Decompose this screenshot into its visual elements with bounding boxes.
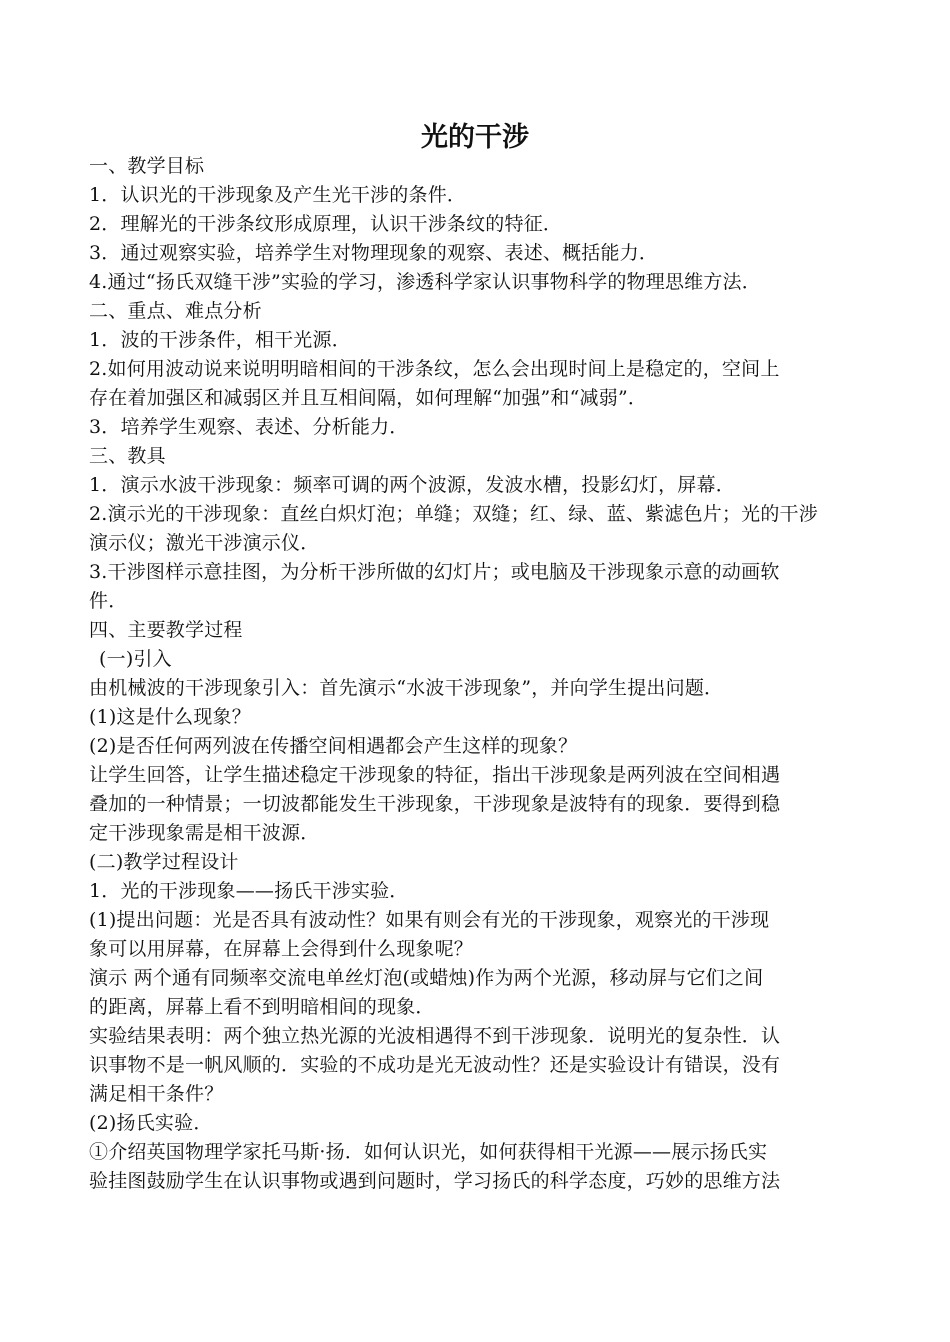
paragraph-line: 1．演示水波干涉现象：频率可调的两个波源，发波水槽，投影幻灯，屏幕．	[89, 474, 735, 496]
section-heading-key-points: 二、重点、难点分析	[89, 300, 262, 322]
paragraph-line: 3．通过观察实验，培养学生对物理现象的观察、表述、概括能力．	[89, 242, 659, 264]
paragraph-line: 演示 两个通有同频率交流电单丝灯泡(或蜡烛)作为两个光源，移动屏与它们之间	[89, 967, 764, 989]
paragraph-line: 满足相干条件？	[89, 1083, 224, 1105]
paragraph-line: 3．培养学生观察、表述、分析能力．	[89, 416, 409, 438]
paragraph-line: 1．波的干涉条件，相干光源．	[89, 329, 351, 351]
subsection-heading: (二)教学过程设计	[89, 851, 239, 873]
paragraph-line: 件．	[89, 590, 128, 612]
paragraph-line: 实验结果表明：两个独立热光源的光波相遇得不到干涉现象．说明光的复杂性．认	[89, 1025, 781, 1047]
paragraph-line: 由机械波的干涉现象引入：首先演示“水波干涉现象”，并向学生提出问题．	[89, 677, 724, 699]
paragraph-line: (2)是否任何两列波在传播空间相遇都会产生这样的现象？	[89, 735, 578, 757]
paragraph-line: 2.演示光的干涉现象：直丝白炽灯泡；单缝；双缝；红、绿、蓝、紫滤色片；光的干涉	[89, 503, 818, 525]
paragraph-line: ①介绍英国物理学家托马斯·扬．如何认识光，如何获得相干光源——展示扬氏实	[89, 1141, 768, 1163]
paragraph-line: 识事物不是一帆风顺的．实验的不成功是光无波动性？还是实验设计有错误，没有	[89, 1054, 781, 1076]
paragraph-line: (2)扬氏实验．	[89, 1112, 213, 1134]
document-body	[89, 152, 867, 1196]
paragraph-line: 演示仪；激光干涉演示仪．	[89, 532, 320, 554]
paragraph-line: (1)这是什么现象？	[89, 706, 251, 728]
paragraph-line: 让学生回答，让学生描述稳定干涉现象的特征，指出干涉现象是两列波在空间相遇	[89, 764, 781, 786]
paragraph-line: 的距离，屏幕上看不到明暗相间的现象．	[89, 996, 435, 1018]
section-heading-equipment: 三、教具	[89, 445, 166, 467]
paragraph-line: 3.干涉图样示意挂图，为分析干涉所做的幻灯片；或电脑及干涉现象示意的动画软	[89, 561, 780, 583]
document-title: 光的干涉	[421, 122, 529, 153]
paragraph-line: 象可以用屏幕，在屏幕上会得到什么现象呢？	[89, 938, 474, 960]
paragraph-line: 1．光的干涉现象——扬氏干涉实验．	[89, 880, 409, 902]
paragraph-line: 4.通过“扬氏双缝干涉”实验的学习，渗透科学家认识事物科学的物理思维方法．	[89, 271, 761, 293]
paragraph-line: 2.如何用波动说来说明明暗相间的干涉条纹，怎么会出现时间上是稳定的，空间上	[89, 358, 780, 380]
paragraph-line: 1．认识光的干涉现象及产生光干涉的条件．	[89, 184, 467, 206]
section-heading-goals: 一、教学目标	[89, 155, 205, 177]
paragraph-line: 叠加的一种情景；一切波都能发生干涉现象，干涉现象是波特有的现象．要得到稳	[89, 793, 781, 815]
section-heading-process: 四、主要教学过程	[89, 619, 243, 641]
paragraph-line: 定干涉现象需是相干波源．	[89, 822, 320, 844]
paragraph-line: 2．理解光的干涉条纹形成原理，认识干涉条纹的特征．	[89, 213, 563, 235]
paragraph-line: 存在着加强区和减弱区并且互相间隔，如何理解“加强”和“减弱”．	[89, 387, 648, 409]
paragraph-line: (1)提出问题：光是否具有波动性？如果有则会有光的干涉现象，观察光的干涉现	[89, 909, 770, 931]
subsection-heading: (一)引入	[99, 648, 172, 670]
paragraph-line: 验挂图鼓励学生在认识事物或遇到问题时，学习扬氏的科学态度，巧妙的思维方法	[89, 1170, 781, 1192]
